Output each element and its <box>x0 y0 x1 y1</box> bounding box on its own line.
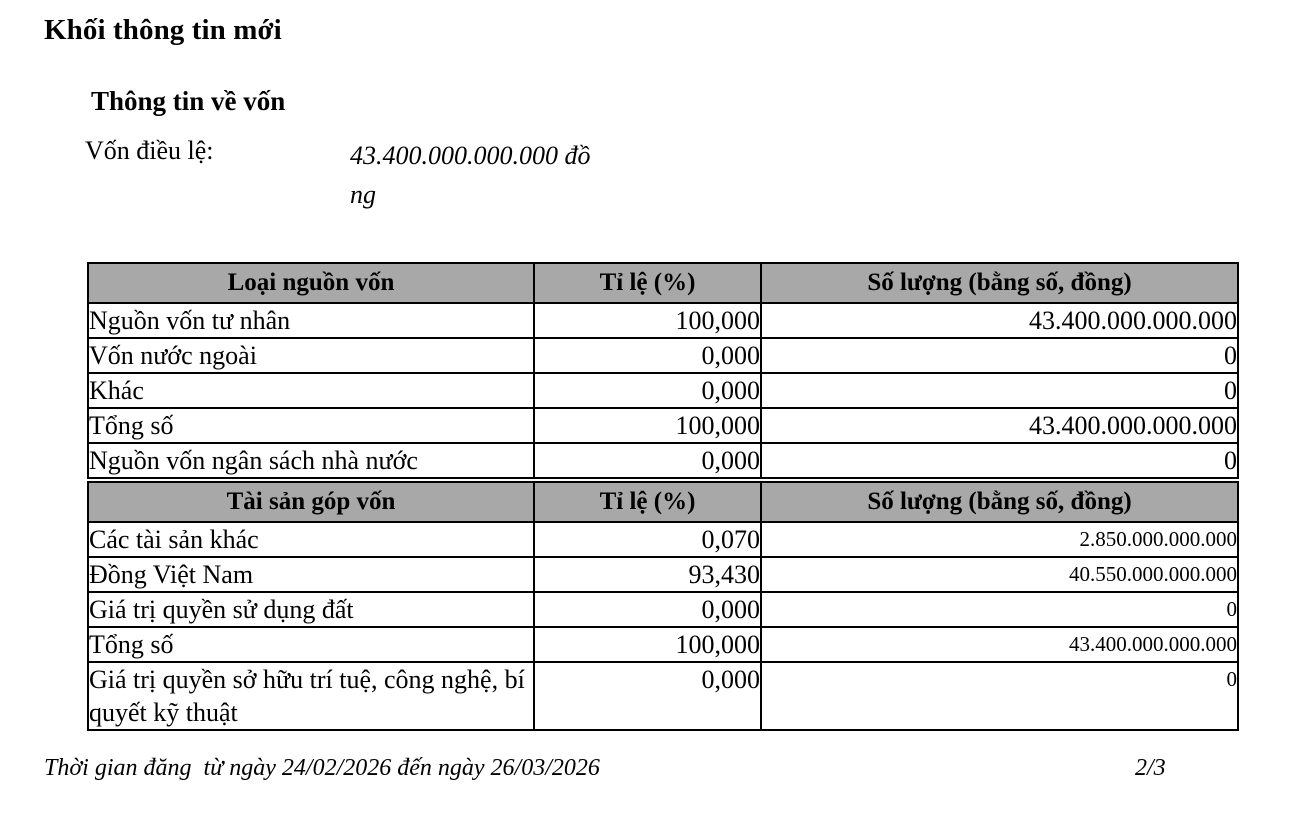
page-title: Khối thông tin mới <box>44 14 282 46</box>
table-row <box>88 408 1238 443</box>
table-row <box>88 373 1238 408</box>
table-row <box>88 443 1238 478</box>
column-header-source-type: Loại nguồn vốn <box>88 263 534 303</box>
cell-asset-name: Tổng số <box>88 627 534 662</box>
cell-asset-ratio: 0,000 <box>534 662 761 730</box>
cell-asset-amount: 40.550.000.000.000 <box>761 557 1238 592</box>
cell-source-ratio: 100,000 <box>534 303 761 338</box>
cell-asset-name: Giá trị quyền sở hữu trí tuệ, công nghệ, bí quyết kỹ thuật <box>88 662 534 730</box>
table-row <box>88 522 1238 557</box>
column-header-ratio: Tỉ lệ (%) <box>534 482 761 522</box>
cell-source-amount: 0 <box>761 373 1238 408</box>
section-title-capital-info: Thông tin về vốn <box>91 86 286 116</box>
table-row <box>88 557 1238 592</box>
cell-asset-amount: 0 <box>761 662 1238 730</box>
table-row <box>88 662 1238 730</box>
column-header-asset-type: Tài sản góp vốn <box>88 482 534 522</box>
table-row <box>88 592 1238 627</box>
table-contributed-assets <box>87 481 1239 731</box>
cell-asset-amount: 0 <box>761 592 1238 627</box>
column-header-ratio: Tỉ lệ (%) <box>534 263 761 303</box>
cell-source-amount: 43.400.000.000.000 <box>761 408 1238 443</box>
cell-source-amount: 43.400.000.000.000 <box>761 303 1238 338</box>
cell-asset-amount: 2.850.000.000.000 <box>761 522 1238 557</box>
cell-source-name: Khác <box>88 373 534 408</box>
cell-asset-ratio: 0,070 <box>534 522 761 557</box>
cell-asset-name: Các tài sản khác <box>88 522 534 557</box>
cell-asset-name: Đồng Việt Nam <box>88 557 534 592</box>
footer-page-number: 2/3 <box>1135 755 1166 781</box>
table-row <box>88 627 1238 662</box>
cell-asset-name: Giá trị quyền sử dụng đất <box>88 592 534 627</box>
cell-source-name: Tổng số <box>88 408 534 443</box>
cell-asset-ratio: 93,430 <box>534 557 761 592</box>
table-header-row <box>88 482 1238 522</box>
charter-capital-label: Vốn điều lệ: <box>85 136 214 165</box>
table-row <box>88 338 1238 373</box>
charter-capital-value: 43.400.000.000.000 đồng <box>350 141 591 209</box>
cell-source-ratio: 0,000 <box>534 373 761 408</box>
cell-source-ratio: 100,000 <box>534 408 761 443</box>
cell-source-name: Nguồn vốn ngân sách nhà nước <box>88 443 534 478</box>
column-header-amount: Số lượng (bằng số, đồng) <box>761 482 1238 522</box>
column-header-amount: Số lượng (bằng số, đồng) <box>761 263 1238 303</box>
cell-source-name: Nguồn vốn tư nhân <box>88 303 534 338</box>
cell-source-name: Vốn nước ngoài <box>88 338 534 373</box>
cell-asset-ratio: 100,000 <box>534 627 761 662</box>
footer-posting-period: Thời gian đăng từ ngày 24/02/2026 đến ngày 26/03/2026 <box>44 755 600 781</box>
cell-asset-ratio: 0,000 <box>534 592 761 627</box>
table-row <box>88 303 1238 338</box>
cell-source-ratio: 0,000 <box>534 338 761 373</box>
table-capital-sources <box>87 262 1239 479</box>
cell-source-amount: 0 <box>761 443 1238 478</box>
table-header-row <box>88 263 1238 303</box>
cell-asset-amount: 43.400.000.000.000 <box>761 627 1238 662</box>
cell-source-amount: 0 <box>761 338 1238 373</box>
cell-source-ratio: 0,000 <box>534 443 761 478</box>
